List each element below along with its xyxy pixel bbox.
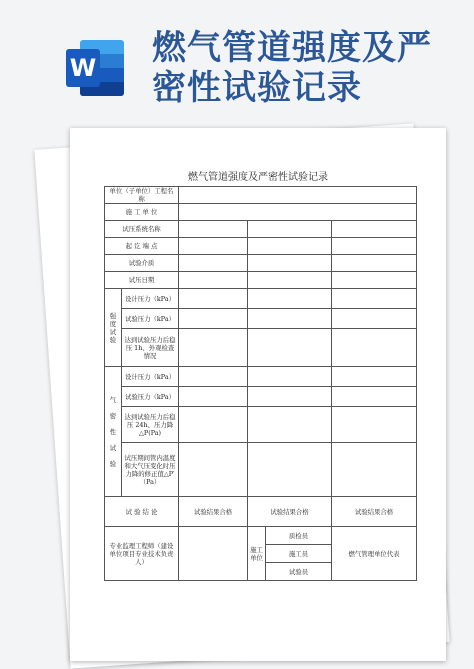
row-label-test-system: 试压系统名称 xyxy=(105,221,179,238)
signature-blank xyxy=(179,527,248,581)
table-row xyxy=(105,329,417,367)
table-row xyxy=(105,309,417,329)
row-label-corrected-drop: 试压期间管内温度和大气压变化时压力降的修正值△P′（Pa） xyxy=(122,443,179,497)
row-label-test-pressure: 试验压力（kPa） xyxy=(122,309,179,329)
value-cell xyxy=(179,204,417,221)
table-row xyxy=(105,367,417,387)
row-label-date: 试压日期 xyxy=(105,272,179,289)
row-label-design-pressure: 设计压力（kPa） xyxy=(122,289,179,309)
conclusion-result: 试验结果合格 xyxy=(179,497,248,527)
table-row xyxy=(105,204,417,221)
page-title: 燃气管道强度及严 密性试验记录 xyxy=(152,28,432,108)
table-row xyxy=(105,221,417,238)
conclusion-result: 试验结果合格 xyxy=(332,497,417,527)
row-label-start-end: 起 讫 端 点 xyxy=(105,238,179,255)
word-letter: W xyxy=(66,49,100,87)
table-row xyxy=(105,387,417,407)
table-row xyxy=(105,238,417,255)
row-label-project: 单位（子单位）工程名称 xyxy=(105,187,179,204)
table-row xyxy=(105,187,417,204)
supervisor-signature-label: 专业监理工程师（建设单位项目专业技术负责人） xyxy=(105,527,179,581)
table-row xyxy=(105,289,417,309)
row-label-medium: 试验介质 xyxy=(105,255,179,272)
tightness-test-group-label: 气 密 性 试 验 xyxy=(105,367,122,497)
table-row xyxy=(105,443,417,497)
conclusion-result: 试验结果合格 xyxy=(248,497,332,527)
constructor-label: 施工员 xyxy=(266,545,332,563)
word-icon xyxy=(66,40,124,96)
table-row xyxy=(105,497,417,527)
document-header xyxy=(0,0,474,120)
table-row xyxy=(105,272,417,289)
tester-label: 试验员 xyxy=(266,563,332,581)
document-title: 燃气管道强度及严密性试验记录 xyxy=(188,172,328,183)
value-cell xyxy=(179,187,417,204)
table-row xyxy=(105,407,417,443)
row-label-24h-drop: 达到试验压力后稳压 24h、压力降△P(Pa) xyxy=(122,407,179,443)
row-label-design-pressure: 设计压力（kPa） xyxy=(122,367,179,387)
table-row xyxy=(105,527,417,545)
strength-test-group-label: 强 度 试 验 xyxy=(105,289,122,367)
gas-rep-label: 燃气管理单位代表 xyxy=(332,527,417,581)
conclusion-label: 试 验 结 论 xyxy=(105,497,179,527)
quality-inspector-label: 质检员 xyxy=(266,527,332,545)
construction-unit-label: 施工单位 xyxy=(248,527,266,581)
row-label-construction-unit: 施 工 单 位 xyxy=(105,204,179,221)
document-page xyxy=(70,128,446,661)
test-record-table xyxy=(104,186,417,581)
row-label-test-pressure: 试验压力（kPa） xyxy=(122,387,179,407)
row-label-visual-check: 达到试验压力后稳压 1h、外观检查情况 xyxy=(122,329,179,367)
table-row xyxy=(105,255,417,272)
